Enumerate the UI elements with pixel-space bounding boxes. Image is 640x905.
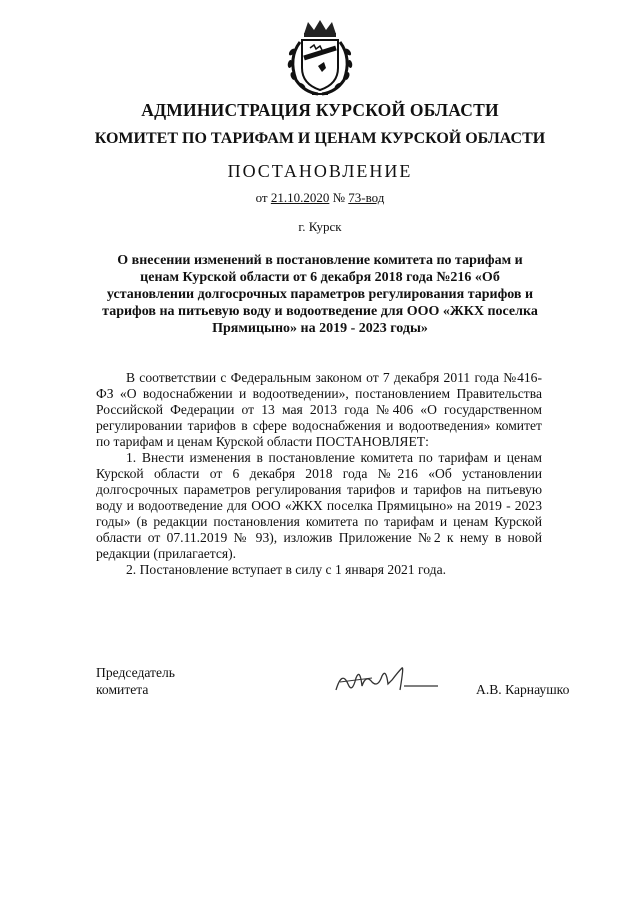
- item-1-paragraph: 1. Внести изменения в постановление комитета по тарифам и ценам Курской области от 6 декабря 2018 года №216 «Об установлении долгосрочных параметров регулирования тарифов и тарифов на питьевую воду и водоотведение для ООО «ЖКХ поселка Прямицыно» на 2019 - 2023 годы» (в редакции постановления комитета по тарифам и ценам Курской области от 07.11.2019 № 93), изложив Приложение №2 к нему в новой редакции (прилагается).: [96, 450, 542, 561]
- item-2-paragraph: 2. Постановление вступает в силу с 1 января 2021 года.: [126, 562, 446, 577]
- position-line-2: комитета: [96, 682, 149, 697]
- document-date: 21.10.2020: [270, 190, 330, 205]
- signatory-name: А.В. Карнаушко: [476, 682, 570, 697]
- number-prefix: №: [332, 190, 346, 205]
- preamble-paragraph: В соответствии с Федеральным законом от 7 декабря 2011 года №416-ФЗ «О водоснабжении и водоотведении», постановлением Правительства Российской Федерации от 13 мая 2013 года №406 «О государственном регулировании тарифов в сфере водоснабжения и водоотведения» комитет по тарифам и ценам Курской области ПОСТАНОВЛЯЕТ:: [96, 370, 542, 449]
- date-line: [0, 190, 640, 206]
- committee-title: КОМИТЕТ ПО ТАРИФАМ И ЦЕНАМ КУРСКОЙ ОБЛАСТИ: [94, 130, 546, 147]
- handwritten-signature-icon: [332, 660, 442, 700]
- document-type: ПОСТАНОВЛЕНИЕ: [227, 161, 413, 181]
- city: г. Курск: [298, 219, 342, 234]
- signatory-position: [96, 664, 175, 698]
- document-subject: О внесении изменений в постановление комитета по тарифам и ценам Курской области от 6 декабря 2018 года №216 «Об установлении долгосрочных параметров регулирования тарифов и тарифов на питьевую воду и водоотведение для ООО «ЖКХ поселка Прямицыно» на 2019 - 2023 годы»: [102, 253, 538, 336]
- kursk-coat-of-arms-icon: [282, 18, 358, 98]
- position-line-1: Председатель: [96, 665, 175, 680]
- org-title: АДМИНИСТРАЦИЯ КУРСКОЙ ОБЛАСТИ: [141, 100, 499, 120]
- date-prefix: от: [255, 190, 268, 205]
- document-body: [96, 370, 542, 578]
- document-number: 73-вод: [348, 190, 385, 205]
